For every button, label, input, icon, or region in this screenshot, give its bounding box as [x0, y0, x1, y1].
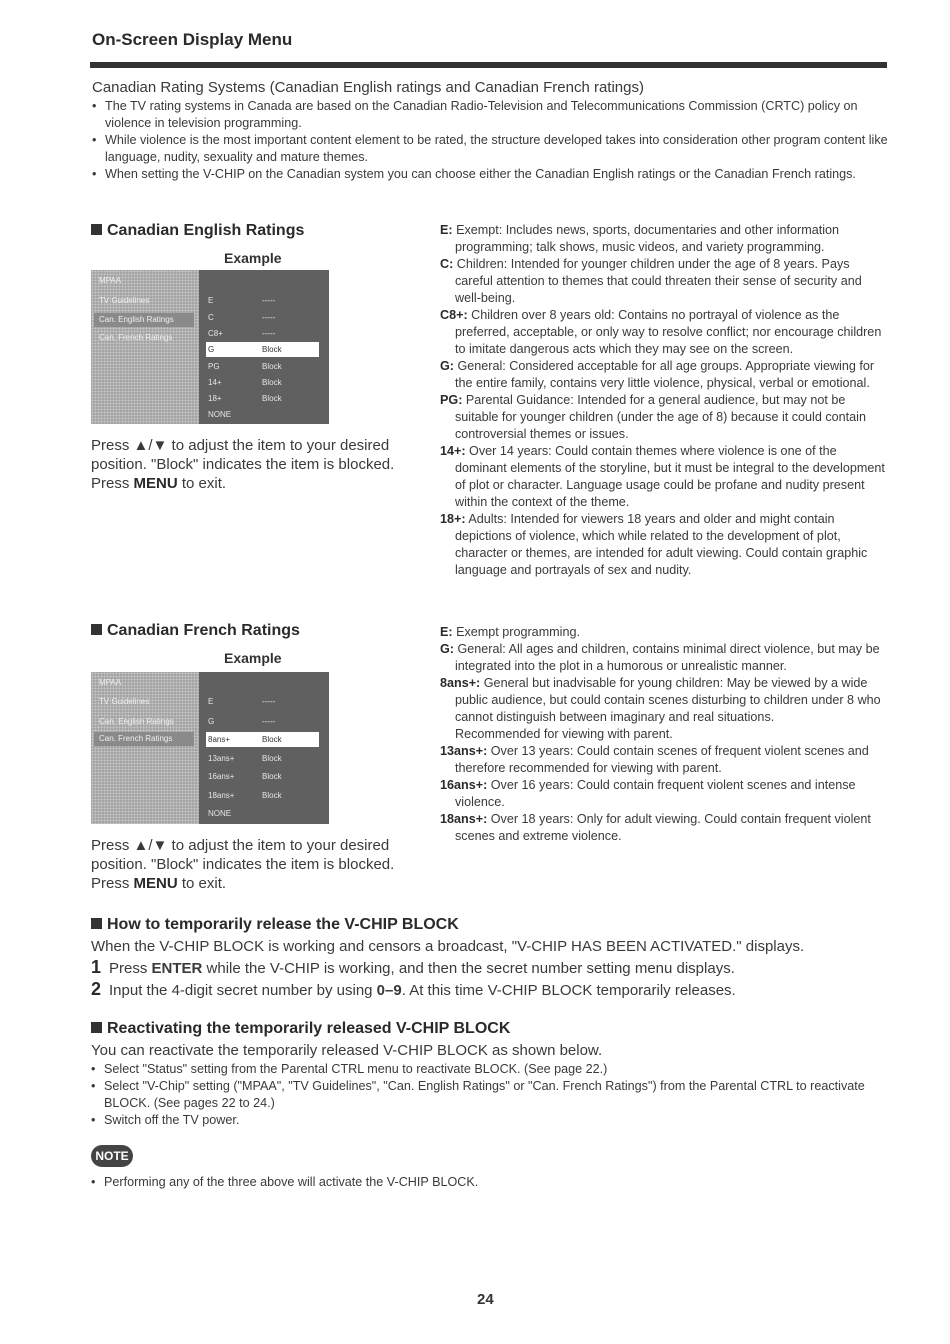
- definition-text: Exempt programming.: [452, 625, 580, 639]
- definition-extra-text: Recommended for viewing with parent.: [455, 727, 673, 741]
- rating-status: Block: [262, 754, 282, 763]
- definition-code: G:: [440, 359, 454, 373]
- definition-item: [440, 511, 885, 579]
- definition-text: Children over 8 years old: Contains no portrayal of violence as the preferred, acceptable, or only way to resolve conflict; nor encourage children to imitate dangerous acts which they may see on the screen.: [455, 308, 882, 356]
- rating-code: G: [208, 345, 215, 354]
- menu-key-label: MENU: [133, 875, 178, 892]
- rating-code: 13ans+: [208, 754, 235, 763]
- definition-item: [440, 743, 885, 777]
- definition-item: [440, 443, 885, 511]
- rating-status: -----: [262, 313, 276, 322]
- osd-rating-row-selected: [206, 732, 319, 747]
- rating-status: -----: [262, 296, 276, 305]
- osd-menu-item-english: Can. English Ratings: [99, 717, 174, 726]
- osd-rating-row-selected: [206, 342, 319, 357]
- intro-bullets: [92, 98, 892, 183]
- rating-status: -----: [262, 329, 276, 338]
- enter-key-label: ENTER: [151, 960, 203, 977]
- osd-menu-item-mpaa: MPAA: [99, 276, 122, 285]
- definition-item: [440, 392, 885, 443]
- osd-menu-panel: [91, 672, 199, 824]
- step-text: Input the 4-digit secret number by using: [109, 982, 377, 999]
- press-text: Press: [91, 837, 134, 854]
- rating-code: NONE: [208, 809, 232, 818]
- rating-status: Block: [262, 394, 282, 403]
- rating-code: 8ans+: [208, 735, 231, 744]
- definition-code: 13ans+:: [440, 744, 488, 758]
- definition-text: General: Considered acceptable for all age groups. Appropriate viewing for the entire family, contains very little violence, physical, verbal or emotional.: [454, 359, 875, 390]
- osd-rating-row: [208, 769, 321, 784]
- osd-rating-row: [208, 806, 321, 821]
- reactivate-intro: You can reactivate the temporarily released V-CHIP BLOCK as shown below.: [91, 1042, 603, 1059]
- osd-rating-row: [208, 310, 321, 325]
- english-title-text: Canadian English Ratings: [107, 222, 305, 239]
- release-step-2: [91, 979, 891, 1001]
- french-title-text: Canadian French Ratings: [107, 622, 300, 639]
- reactivate-title-text: Reactivating the temporarily released V-CHIP BLOCK: [107, 1020, 511, 1037]
- definition-code: E:: [440, 223, 453, 237]
- press-text: to adjust the item to your desired position. "Block" indicates the item is blocked. Press: [91, 437, 395, 492]
- definition-code: 8ans+:: [440, 676, 481, 690]
- press-text: to exit.: [177, 475, 227, 492]
- reactivate-bullet: • Switch off the TV power.: [91, 1112, 891, 1129]
- intro-title: Canadian Rating Systems (Canadian English ratings and Canadian French ratings): [92, 79, 644, 96]
- osd-rating-row: [208, 375, 321, 390]
- definition-text: Over 18 years: Only for adult viewing. Could contain frequent violent scenes and extreme violence.: [455, 812, 871, 843]
- english-osd-screen: [91, 270, 329, 424]
- definition-item: [440, 358, 885, 392]
- reactivate-section: [91, 1020, 891, 1129]
- definition-code: 18ans+:: [440, 812, 488, 826]
- osd-menu-panel: [91, 270, 199, 424]
- rating-code: C8+: [208, 329, 223, 338]
- up-down-arrows-icon: ▲/▼: [133, 437, 168, 454]
- note-section: [91, 1174, 891, 1191]
- square-bullet-icon: [91, 224, 102, 235]
- english-instructions: [91, 436, 421, 493]
- step-text: Press: [109, 960, 152, 977]
- reactivate-bullet: • Select "Status" setting from the Parental CTRL menu to reactivate BLOCK. (See page 22.): [91, 1061, 891, 1078]
- rating-status: Block: [262, 735, 282, 744]
- reactivate-bullets: [91, 1061, 891, 1129]
- up-down-arrows-icon: ▲/▼: [133, 837, 168, 854]
- reactivate-section-title: [91, 1020, 891, 1038]
- definition-item: [440, 641, 885, 675]
- intro-bullet: • While violence is the most important content element to be rated, the structure developed takes into consideration other program content like language, nudity, sexuality and mature themes.: [92, 132, 892, 166]
- french-instructions: [91, 836, 421, 893]
- intro-section: [92, 79, 892, 183]
- osd-rating-row: [208, 326, 321, 341]
- definition-code: 14+:: [440, 444, 466, 458]
- note-bullet: • Performing any of the three above will activate the V-CHIP BLOCK.: [91, 1174, 891, 1191]
- rating-code: NONE: [208, 410, 232, 419]
- osd-rating-row: [208, 359, 321, 374]
- definition-item: [440, 624, 885, 641]
- rating-code: E: [208, 296, 214, 305]
- osd-menu-item-mpaa: MPAA: [99, 678, 122, 687]
- rating-code: 14+: [208, 378, 222, 387]
- osd-menu-item-tv-guidelines: TV Guidelines: [99, 296, 150, 305]
- rating-status: -----: [262, 717, 276, 726]
- osd-rating-row: [208, 407, 321, 422]
- step-text: while the V-CHIP is working, and then the secret number setting menu displays.: [202, 960, 735, 977]
- step-number: 2: [91, 979, 102, 999]
- note-badge: NOTE: [91, 1145, 133, 1167]
- press-text: to exit.: [177, 875, 227, 892]
- press-text: Press: [91, 437, 134, 454]
- definition-item: [440, 811, 885, 845]
- digit-keys-label: 0–9: [376, 982, 402, 999]
- release-title-text: How to temporarily release the V-CHIP BLOCK: [107, 916, 459, 933]
- release-section: [91, 916, 891, 1001]
- definition-text: Over 14 years: Could contain themes where violence is one of the dominant elements of the storyline, but it must be integral to the development of plot or character. Language usage could be profane and nudity present within the context of the theme.: [455, 444, 885, 509]
- press-text: to adjust the item to your desired position. "Block" indicates the item is blocked. Press: [91, 837, 395, 892]
- square-bullet-icon: [91, 624, 102, 635]
- french-definitions: [440, 624, 885, 845]
- square-bullet-icon: [91, 1022, 102, 1033]
- rating-status: -----: [262, 697, 276, 706]
- definition-code: G:: [440, 642, 454, 656]
- definition-text: Over 16 years: Could contain frequent violent scenes and intense violence.: [455, 778, 856, 809]
- osd-rating-row: [208, 391, 321, 406]
- rating-status: Block: [262, 791, 282, 800]
- osd-menu-item-french: Can. French Ratings: [94, 732, 194, 746]
- definition-item: [440, 675, 885, 743]
- english-definitions: [440, 222, 885, 579]
- definition-code: PG:: [440, 393, 463, 407]
- release-step-1: [91, 957, 891, 979]
- intro-bullet: • When setting the V-CHIP on the Canadian system you can choose either the Canadian English ratings or the Canadian French ratings.: [92, 166, 892, 183]
- osd-menu-item-english: Can. English Ratings: [94, 313, 194, 327]
- rating-status: Block: [262, 362, 282, 371]
- osd-rating-row: [208, 293, 321, 308]
- header-divider: [90, 62, 887, 68]
- definition-item: [440, 777, 885, 811]
- definition-item: [440, 222, 885, 256]
- rating-code: G: [208, 717, 215, 726]
- square-bullet-icon: [91, 918, 102, 929]
- english-example-label: Example: [224, 250, 282, 266]
- definition-item: [440, 307, 885, 358]
- intro-bullet: • The TV rating systems in Canada are based on the Canadian Radio-Television and Telecommunications Commission (CRTC) policy on violence in television programming.: [92, 98, 892, 132]
- osd-rating-row: [208, 751, 321, 766]
- french-section-title: [91, 622, 300, 640]
- definition-text: Adults: Intended for viewers 18 years and older and might contain depictions of violence, which while related to the development of plot, character or themes, are intended for adult viewing. Could contain graphic language and portrayals of sex and nudity.: [455, 512, 868, 577]
- definition-text: Exempt: Includes news, sports, documentaries and other information programming; talk shows, music videos, and variety programming.: [452, 223, 839, 254]
- rating-code: PG: [208, 362, 220, 371]
- rating-code: 16ans+: [208, 772, 235, 781]
- rating-code: 18ans+: [208, 791, 235, 800]
- definition-code: E:: [440, 625, 453, 639]
- definition-text: Over 13 years: Could contain scenes of frequent violent scenes and therefore recommended for viewing with parent.: [455, 744, 869, 775]
- french-example-label: Example: [224, 650, 282, 666]
- definition-text: Children: Intended for younger children under the age of 8 years. Pays careful attention to themes that could threaten their sense of security and well-being.: [453, 257, 862, 305]
- definition-text: Parental Guidance: Intended for a general audience, but may not be suitable for younger children (under the age of 8) because it could contain controversial themes or issues.: [455, 393, 866, 441]
- step-number: 1: [91, 957, 102, 977]
- step-text: . At this time V-CHIP BLOCK temporarily releases.: [401, 982, 736, 999]
- rating-status: Block: [262, 772, 282, 781]
- osd-menu-item-french: Can. French Ratings: [99, 333, 173, 342]
- osd-rating-row: [208, 714, 321, 729]
- definition-text: General: All ages and children, contains minimal direct violence, but may be integrated into the plot in a humorous or unrealistic manner.: [454, 642, 880, 673]
- release-section-title: [91, 916, 891, 934]
- definition-code: 16ans+:: [440, 778, 488, 792]
- osd-rating-row: [208, 788, 321, 803]
- definition-code: 18+:: [440, 512, 466, 526]
- note-bullets: [91, 1174, 891, 1191]
- english-section-title: [91, 222, 304, 240]
- menu-key-label: MENU: [133, 475, 178, 492]
- page-title: On-Screen Display Menu: [92, 30, 293, 49]
- rating-status: Block: [262, 378, 282, 387]
- definition-code: C8+:: [440, 308, 468, 322]
- reactivate-bullet: • Select "V-Chip" setting ("MPAA", "TV Guidelines", "Can. English Ratings" or "Can. French Ratings") from the Parental CTRL to reactivate BLOCK. (See pages 22 to 24.): [91, 1078, 891, 1112]
- rating-code: E: [208, 697, 214, 706]
- definition-item: [440, 256, 885, 307]
- definition-code: C:: [440, 257, 454, 271]
- rating-status: Block: [262, 345, 282, 354]
- rating-code: 18+: [208, 394, 222, 403]
- french-osd-screen: [91, 672, 329, 824]
- osd-rating-row: [208, 694, 321, 709]
- definition-text: General but inadvisable for young children: May be viewed by a wide public audience, but could contain scenes disturbing to children under 8 who cannot distinguish between imaginary and real situations.: [455, 676, 881, 724]
- osd-menu-item-tv-guidelines: TV Guidelines: [99, 697, 150, 706]
- rating-code: C: [208, 313, 214, 322]
- release-intro: When the V-CHIP BLOCK is working and censors a broadcast, "V-CHIP HAS BEEN ACTIVATED." displays.: [91, 938, 805, 955]
- page-number: 24: [477, 1291, 494, 1308]
